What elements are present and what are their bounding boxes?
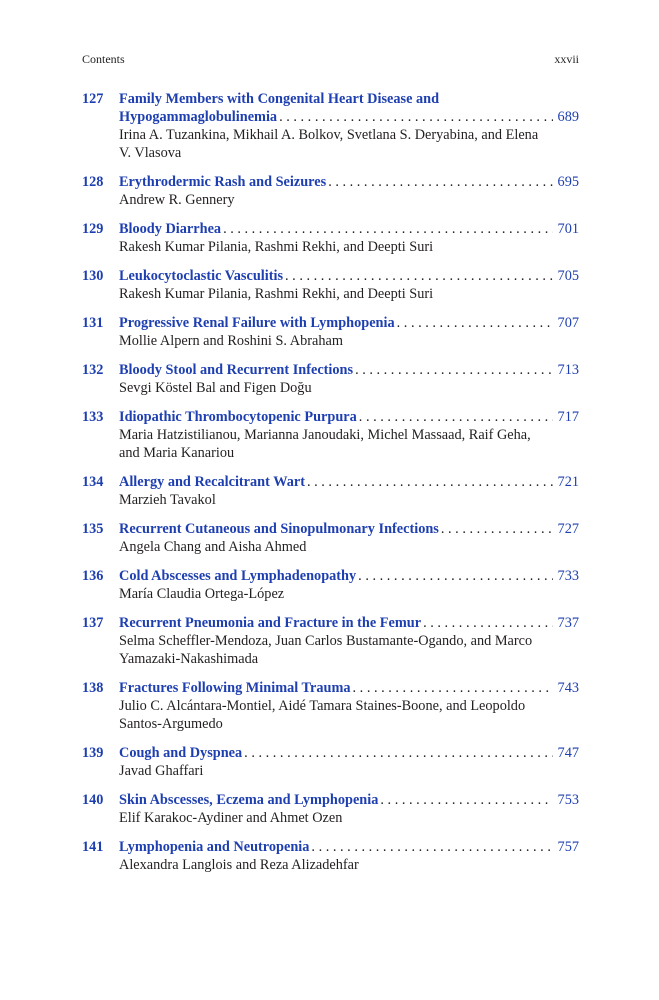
page-number-link[interactable]: 743 bbox=[557, 680, 579, 696]
dot-leader bbox=[279, 108, 553, 126]
chapter-number: 132 bbox=[82, 362, 104, 378]
page-number-link[interactable]: 757 bbox=[557, 839, 579, 855]
chapter-number: 137 bbox=[82, 615, 104, 631]
chapter-title-link[interactable]: Skin Abscesses, Eczema and Lymphopenia bbox=[119, 792, 379, 808]
chapter-number: 141 bbox=[82, 839, 104, 855]
chapter-authors: Alexandra Langlois and Reza Alizadehfar bbox=[119, 857, 359, 873]
page-number-link[interactable]: 721 bbox=[557, 474, 579, 490]
dot-leader bbox=[285, 267, 553, 285]
entry-body bbox=[119, 408, 579, 462]
chapter-authors: Selma Scheffler-Mendoza, Juan Carlos Bustamante-Ogando, and Marco Yamazaki-Nakashimada bbox=[119, 633, 533, 667]
toc-entry bbox=[82, 314, 579, 350]
chapter-number: 130 bbox=[82, 268, 104, 284]
title-line bbox=[119, 520, 579, 538]
entry-body bbox=[119, 314, 579, 350]
chapter-title-link-line1[interactable]: Family Members with Congenital Heart Disease and bbox=[119, 91, 440, 107]
chapter-number: 134 bbox=[82, 474, 104, 490]
entry-body bbox=[119, 791, 579, 827]
chapter-number: 128 bbox=[82, 174, 104, 190]
chapter-number: 135 bbox=[82, 521, 104, 537]
chapter-number: 129 bbox=[82, 221, 104, 237]
chapter-authors: Sevgi Köstel Bal and Figen Doğu bbox=[119, 380, 312, 396]
chapter-authors: Irina A. Tuzankina, Mikhail A. Bolkov, Svetlana S. Deryabina, and Elena V. Vlasova bbox=[119, 127, 539, 161]
chapter-title-link[interactable]: Leukocytoclastic Vasculitis bbox=[119, 268, 284, 284]
toc-entry bbox=[82, 408, 579, 462]
entry-body bbox=[119, 267, 579, 303]
toc-entry bbox=[82, 267, 579, 303]
page-number-link[interactable]: 733 bbox=[557, 568, 579, 584]
chapter-authors: Javad Ghaffari bbox=[119, 763, 204, 779]
title-line bbox=[119, 614, 579, 632]
chapter-number: 140 bbox=[82, 792, 104, 808]
title-line bbox=[119, 744, 579, 762]
entry-body bbox=[119, 473, 579, 509]
dot-leader bbox=[244, 744, 553, 762]
dot-leader bbox=[355, 361, 553, 379]
running-header bbox=[82, 52, 579, 68]
page-number-link[interactable]: 713 bbox=[557, 362, 579, 378]
toc-entry bbox=[82, 744, 579, 780]
toc-entry bbox=[82, 614, 579, 668]
toc-entry bbox=[82, 173, 579, 209]
chapter-title-link[interactable]: Recurrent Cutaneous and Sinopulmonary Infections bbox=[119, 521, 439, 537]
chapter-number: 131 bbox=[82, 315, 104, 331]
chapter-title-link[interactable]: Lymphopenia and Neutropenia bbox=[119, 839, 310, 855]
toc-entry bbox=[82, 90, 579, 162]
chapter-number: 127 bbox=[82, 91, 104, 107]
chapter-authors: Rakesh Kumar Pilania, Rashmi Rekhi, and Deepti Suri bbox=[119, 286, 434, 302]
toc-entry bbox=[82, 220, 579, 256]
entry-body bbox=[119, 90, 579, 162]
dot-leader bbox=[359, 408, 553, 426]
entry-body bbox=[119, 567, 579, 603]
page-number-link[interactable]: 727 bbox=[557, 521, 579, 537]
title-line bbox=[119, 679, 579, 697]
chapter-title-link[interactable]: Bloody Stool and Recurrent Infections bbox=[119, 362, 354, 378]
toc-entry bbox=[82, 838, 579, 874]
page-number-link[interactable]: 707 bbox=[557, 315, 579, 331]
dot-leader bbox=[423, 614, 553, 632]
chapter-title-link[interactable]: Idiopathic Thrombocytopenic Purpura bbox=[119, 409, 357, 425]
chapter-title-link[interactable]: Progressive Renal Failure with Lymphopenia bbox=[119, 315, 395, 331]
chapter-title-link[interactable]: Erythrodermic Rash and Seizures bbox=[119, 174, 327, 190]
title-line bbox=[119, 473, 579, 491]
chapter-number: 139 bbox=[82, 745, 104, 761]
title-line bbox=[119, 173, 579, 191]
toc-entry bbox=[82, 361, 579, 397]
title-line bbox=[119, 838, 579, 856]
dot-leader bbox=[311, 838, 553, 856]
entry-body bbox=[119, 173, 579, 209]
chapter-title-link[interactable]: Bloody Diarrhea bbox=[119, 221, 222, 237]
dot-leader bbox=[328, 173, 553, 191]
page-number-link[interactable]: 717 bbox=[557, 409, 579, 425]
chapter-title-link[interactable]: Fractures Following Minimal Trauma bbox=[119, 680, 351, 696]
entry-body bbox=[119, 838, 579, 874]
title-line bbox=[119, 267, 579, 285]
dot-leader bbox=[397, 314, 553, 332]
chapter-authors: Rakesh Kumar Pilania, Rashmi Rekhi, and Deepti Suri bbox=[119, 239, 434, 255]
entry-body bbox=[119, 744, 579, 780]
chapter-title-link[interactable]: Cough and Dyspnea bbox=[119, 745, 243, 761]
chapter-authors: Andrew R. Gennery bbox=[119, 192, 235, 208]
dot-leader bbox=[307, 473, 553, 491]
toc-entry bbox=[82, 567, 579, 603]
chapter-number: 136 bbox=[82, 568, 104, 584]
page-number-link[interactable]: 747 bbox=[557, 745, 579, 761]
chapter-authors: Elif Karakoc-Aydiner and Ahmet Ozen bbox=[119, 810, 343, 826]
toc-entry bbox=[82, 473, 579, 509]
chapter-authors: María Claudia Ortega-López bbox=[119, 586, 285, 602]
toc-entry bbox=[82, 791, 579, 827]
entry-body bbox=[119, 520, 579, 556]
chapter-authors: Mollie Alpern and Roshini S. Abraham bbox=[119, 333, 343, 349]
title-line bbox=[119, 791, 579, 809]
title-line bbox=[119, 314, 579, 332]
header-page-number: xxvii bbox=[554, 52, 579, 66]
dot-leader bbox=[358, 567, 553, 585]
title-line bbox=[119, 361, 579, 379]
page-number-link[interactable]: 695 bbox=[557, 174, 579, 190]
entry-body bbox=[119, 361, 579, 397]
toc-entry-list bbox=[82, 90, 579, 885]
title-line bbox=[119, 108, 579, 126]
entry-body bbox=[119, 679, 579, 733]
page-number-link[interactable]: 701 bbox=[557, 221, 579, 237]
dot-leader bbox=[353, 679, 553, 697]
chapter-title-link[interactable]: Hypogammaglobulinemia bbox=[119, 109, 278, 125]
header-section-title: Contents bbox=[82, 52, 125, 66]
entry-body bbox=[119, 614, 579, 668]
chapter-authors: Julio C. Alcántara-Montiel, Aidé Tamara Staines-Boone, and Leopoldo Santos-Argumedo bbox=[119, 698, 526, 732]
title-line bbox=[119, 408, 579, 426]
toc-entry bbox=[82, 520, 579, 556]
chapter-authors: Angela Chang and Aisha Ahmed bbox=[119, 539, 307, 555]
page-number-link[interactable]: 689 bbox=[557, 109, 579, 125]
dot-leader bbox=[380, 791, 553, 809]
chapter-title-link[interactable]: Allergy and Recalcitrant Wart bbox=[119, 474, 305, 490]
chapter-authors: Maria Hatzistilianou, Marianna Janoudaki, Michel Massaad, Raif Geha, and Maria Kanariou bbox=[119, 427, 531, 461]
entry-body bbox=[119, 220, 579, 256]
page-number-link[interactable]: 737 bbox=[557, 615, 579, 631]
chapter-number: 138 bbox=[82, 680, 104, 696]
dot-leader bbox=[223, 220, 553, 238]
dot-leader bbox=[441, 520, 553, 538]
page-number-link[interactable]: 705 bbox=[557, 268, 579, 284]
title-line bbox=[119, 220, 579, 238]
page-number-link[interactable]: 753 bbox=[557, 792, 579, 808]
toc-entry bbox=[82, 679, 579, 733]
chapter-authors: Marzieh Tavakol bbox=[119, 492, 216, 508]
chapter-title-link[interactable]: Cold Abscesses and Lymphadenopathy bbox=[119, 568, 357, 584]
chapter-title-link[interactable]: Recurrent Pneumonia and Fracture in the Femur bbox=[119, 615, 422, 631]
chapter-number: 133 bbox=[82, 409, 104, 425]
title-line bbox=[119, 567, 579, 585]
